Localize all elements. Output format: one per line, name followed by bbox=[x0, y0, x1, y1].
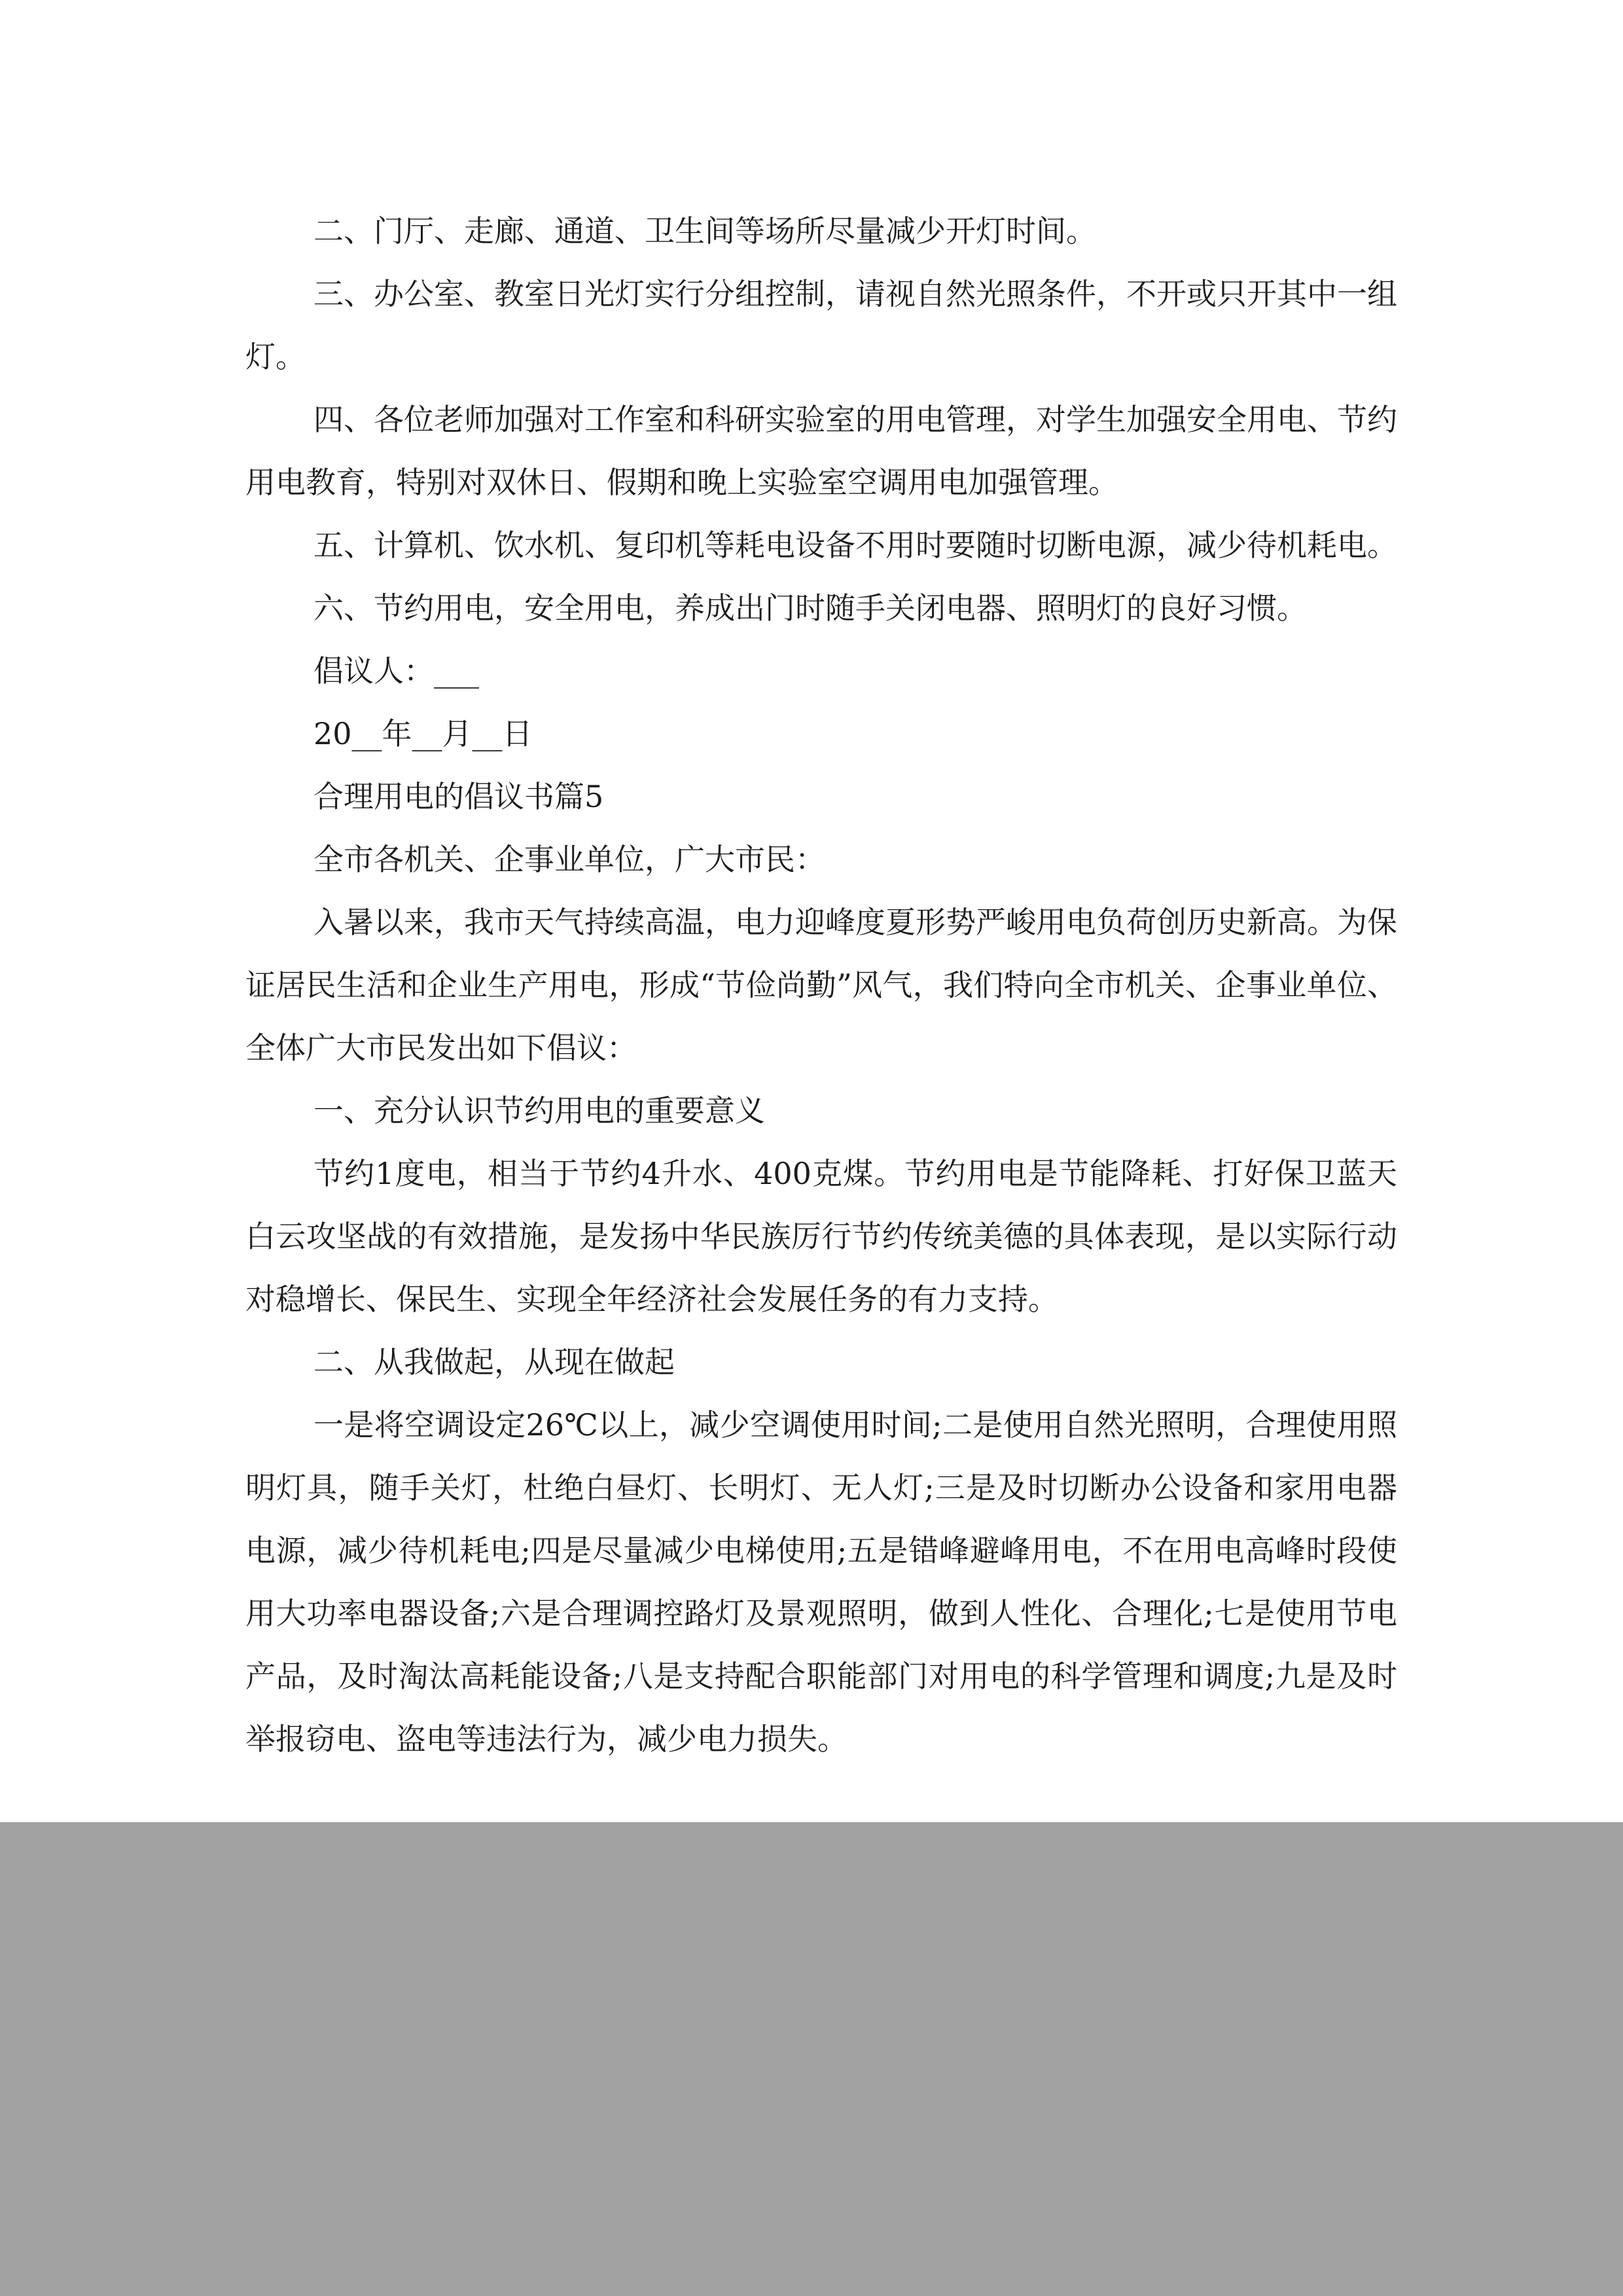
intro-paragraph: 入暑以来，我市天气持续高温，电力迎峰度夏形势严峻用电负荷创历史新高。为保证居民生活和企业生产用电，形成“节俭尚勤”风气，我们特向全市机关、企事业单位、全体广大市民发出如下倡议： bbox=[245, 905, 1397, 1066]
heading-one: 一、充分认识节约用电的重要意义 bbox=[313, 1093, 765, 1128]
signer-line: 倡议人：___ bbox=[313, 653, 479, 689]
gray-overlay bbox=[0, 1822, 1623, 2296]
measures-paragraph: 一是将空调设定26℃以上，减少空调使用时间;二是使用自然光照明，合理使用照明灯具，随手关灯，杜绝白昼灯、长明灯、无人灯;三是及时切断办公设备和家用电器电源，减少待机耗电;四是尽量减少电梯使用;五是错峰避峰用电，不在用电高峰时段使用大功率电器设备;六是合理调控路灯及景观照明，做到人性化、合理化;七是使用节电产品，及时淘汰高耗能设备;八是支持配合职能部门对用电的科学管理和调度;九是及时举报窃电、盗电等违法行为，减少电力损失。 bbox=[245, 1407, 1397, 1757]
paragraph-item-5: 五、计算机、饮水机、复印机等耗电设备不用时要随时切断电源，减少待机耗电。 bbox=[313, 528, 1397, 563]
date-line: 20__年__月__日 bbox=[313, 716, 533, 751]
paragraph-item-2: 二、门厅、走廊、通道、卫生间等场所尽量减少开灯时间。 bbox=[313, 213, 1096, 249]
paragraph-item-4: 四、各位老师加强对工作室和科研实验室的用电管理，对学生加强安全用电、节约用电教育，特别对双休日、假期和晚上实验室空调用电加强管理。 bbox=[245, 402, 1397, 500]
paragraph-item-3: 三、办公室、教室日光灯实行分组控制，请视自然光照条件，不开或只开其中一组灯。 bbox=[245, 276, 1397, 374]
significance-paragraph: 节约1度电，相当于节约4升水、400克煤。节约用电是节能降耗、打好保卫蓝天白云攻坚战的有效措施，是发扬中华民族厉行节约传统美德的具体表现，是以实际行动对稳增长、保民生、实现全年经济社会发展任务的有力支持。 bbox=[245, 1156, 1397, 1317]
salutation: 全市各机关、企事业单位，广大市民： bbox=[313, 842, 825, 877]
section-title: 合理用电的倡议书篇5 bbox=[313, 779, 604, 814]
heading-two: 二、从我做起，从现在做起 bbox=[313, 1344, 675, 1380]
document-body bbox=[245, 200, 1397, 1770]
paragraph-item-6: 六、节约用电，安全用电，养成出门时随手关闭电器、照明灯的良好习惯。 bbox=[313, 590, 1307, 626]
